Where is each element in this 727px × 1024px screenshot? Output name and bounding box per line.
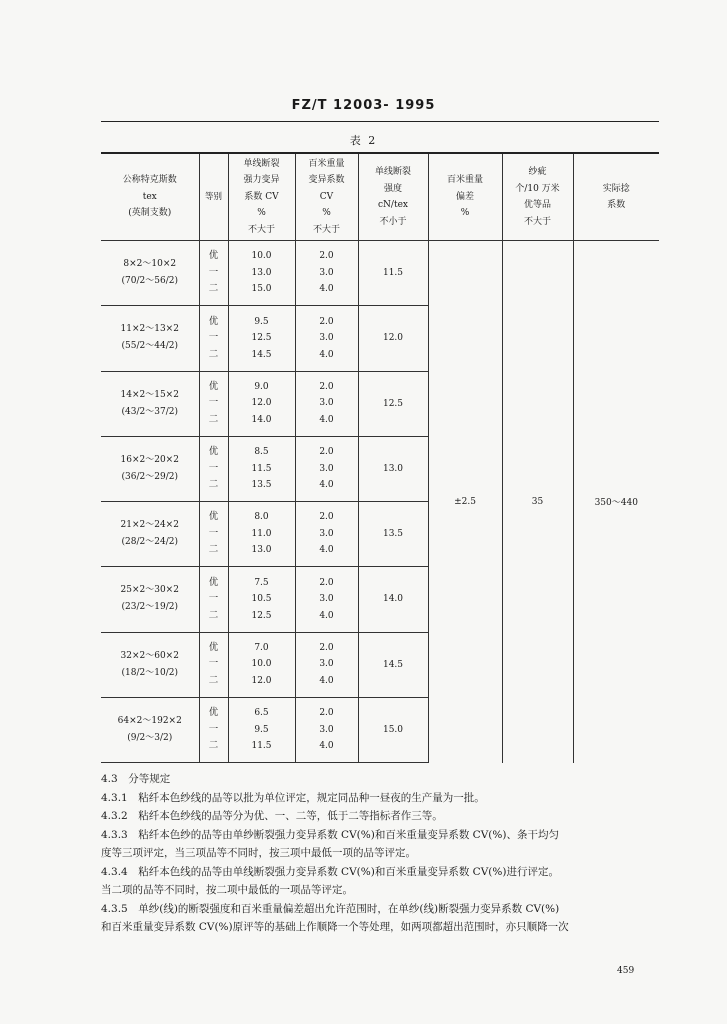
cv-value: 12.5	[251, 610, 272, 621]
spec-tex: 16×2～20×2	[120, 454, 179, 465]
cv-value: 8.5	[254, 447, 269, 458]
grade-label: 二	[208, 479, 219, 491]
header-text: 个/10 万米	[515, 183, 560, 194]
clause-text: 4.3.3 粘纤本色纱的品等由单纱断裂强力变异系数 CV(%)和百米重量变异系数 CV(%)、条干均匀	[101, 828, 559, 841]
header-text: 不大于	[523, 216, 551, 227]
grade-cell	[199, 632, 228, 697]
spec-tex: 14×2～15×2	[120, 389, 179, 400]
spec-tex: 25×2～30×2	[120, 585, 179, 596]
header-grade	[199, 153, 228, 241]
spec-english: (55/2～44/2)	[121, 341, 178, 352]
cvw-value: 2.0	[319, 708, 334, 719]
cvw-value: 2.0	[319, 447, 334, 458]
grade-cell	[199, 567, 228, 632]
header-spec	[101, 153, 199, 241]
header-text: cN/tex	[378, 200, 408, 210]
cvw-value: 4.0	[319, 741, 334, 752]
cvw-value: 4.0	[319, 675, 334, 686]
cv-single-cell	[228, 502, 295, 567]
header-text: CV	[319, 191, 334, 202]
header-spec-lines	[101, 172, 199, 222]
spec-english: (18/2～10/2)	[121, 667, 178, 678]
cv-weight-cell	[295, 567, 358, 632]
grade-label: 优	[208, 576, 219, 588]
cv-value: 12.0	[251, 675, 272, 686]
grade-label: 优	[208, 511, 219, 523]
tenacity-cell: 12.5	[358, 371, 428, 436]
grade-label: 二	[208, 609, 219, 621]
cvw-value: 4.0	[319, 414, 334, 425]
spec-english: (70/2～56/2)	[121, 276, 178, 287]
cv-single-cell	[228, 371, 295, 436]
spec-english: (28/2～24/2)	[121, 537, 178, 548]
header-text: %	[257, 208, 266, 219]
grade-label: 一	[208, 593, 219, 605]
grade-label: 二	[208, 283, 219, 295]
cv-value: 9.5	[254, 316, 269, 327]
tenacity-cell: 15.0	[358, 697, 428, 762]
cvw-value: 4.0	[319, 545, 334, 556]
header-deviation	[428, 153, 502, 241]
header-twist	[573, 153, 659, 241]
spec-tex: 8×2～10×2	[123, 259, 177, 270]
header-text: 公称特克斯数	[122, 175, 177, 186]
cv-value: 13.5	[251, 480, 272, 491]
grade-label: 二	[208, 674, 219, 686]
spec-english: (43/2～37/2)	[121, 406, 178, 417]
header-neps	[502, 153, 573, 241]
cv-value: 9.5	[254, 724, 269, 735]
grade-cell	[199, 502, 228, 567]
cv-value: 7.0	[254, 642, 269, 653]
header-text: 纱疵	[528, 167, 547, 177]
page-number: 459	[617, 966, 635, 976]
header-text: 偏差	[455, 191, 474, 202]
header-text: %	[322, 208, 331, 219]
spec-tex: 21×2～24×2	[120, 520, 179, 531]
grade-label: 二	[208, 544, 219, 556]
document-code: FZ/T 12003- 1995	[291, 98, 436, 113]
clause-text: 当二项的品等不同时，按二项中最低的一项品等评定。	[101, 884, 353, 896]
spec-tex: 11×2～13×2	[120, 324, 179, 335]
cv-value: 13.0	[251, 545, 272, 556]
spec-cell	[101, 632, 199, 697]
clause-text: 度等三项评定，当三项品等不同时，按三项中最低一项的品等评定。	[101, 847, 416, 859]
cv-single-cell	[228, 306, 295, 371]
cv-weight-cell	[295, 436, 358, 501]
cv-value: 12.0	[251, 398, 272, 409]
header-text: tex	[142, 191, 157, 202]
tenacity-cell: 13.0	[358, 436, 428, 501]
spec-cell	[101, 306, 199, 371]
header-cv-single	[228, 153, 295, 241]
cv-weight-cell	[295, 502, 358, 567]
tenacity-cell: 14.0	[358, 567, 428, 632]
grade-label: 一	[208, 397, 219, 409]
cvw-value: 4.0	[319, 349, 334, 360]
cv-single-cell	[228, 632, 295, 697]
grade-cell	[199, 697, 228, 762]
header-text: 不大于	[247, 224, 275, 235]
header-text: 系数	[607, 200, 626, 210]
table-title: 表 2	[349, 134, 378, 147]
header-tenacity	[358, 153, 428, 241]
cv-value: 14.0	[251, 414, 272, 425]
cvw-value: 3.0	[319, 267, 334, 278]
cv-single-cell	[228, 697, 295, 762]
spec-cell	[101, 241, 199, 306]
clause-text: 4.3.4 粘纤本色线的品等由单线断裂强力变异系数 CV(%)和百米重量变异系数 CV(%)进行评定。	[101, 865, 559, 878]
cvw-value: 2.0	[319, 316, 334, 327]
spec-table	[101, 152, 659, 763]
cv-value: 11.5	[251, 463, 272, 474]
header-text: 不小于	[379, 216, 407, 227]
spec-english: (9/2～3/2)	[127, 732, 173, 743]
cvw-value: 3.0	[319, 659, 334, 670]
grade-label: 一	[208, 527, 219, 539]
spec-cell	[101, 371, 199, 436]
cvw-value: 4.0	[319, 284, 334, 295]
grade-label: 一	[208, 658, 219, 670]
cv-value: 7.5	[254, 577, 269, 588]
grade-label: 一	[208, 723, 219, 735]
cvw-value: 4.0	[319, 480, 334, 491]
spec-english: (36/2～29/2)	[121, 471, 178, 482]
spec-cell	[101, 502, 199, 567]
grade-label: 优	[208, 446, 219, 458]
spec-cell	[101, 436, 199, 501]
header-text: 变异系数	[308, 175, 345, 186]
tenacity-cell: 12.0	[358, 306, 428, 371]
cv-value: 6.5	[254, 708, 269, 719]
tenacity-cell: 11.5	[358, 241, 428, 306]
header-text: 强度	[383, 183, 402, 194]
spec-tex: 32×2～60×2	[120, 650, 179, 661]
grade-cell	[199, 371, 228, 436]
cv-value: 14.5	[251, 349, 272, 360]
spec-tex: 64×2～192×2	[117, 715, 182, 726]
grade-label: 一	[208, 332, 219, 344]
grade-label: 二	[208, 413, 219, 425]
cv-value: 8.0	[254, 512, 269, 523]
spec-english: (23/2～19/2)	[121, 602, 178, 613]
header-text: 百米重量	[308, 158, 345, 169]
tenacity-cell: 13.5	[358, 502, 428, 567]
grade-label: 优	[208, 380, 219, 392]
tenacity-cell: 14.5	[358, 632, 428, 697]
cv-value: 13.0	[251, 267, 272, 278]
cvw-value: 3.0	[319, 528, 334, 539]
cvw-value: 3.0	[319, 333, 334, 344]
spec-cell	[101, 697, 199, 762]
cvw-value: 2.0	[319, 381, 334, 392]
cvw-value: 2.0	[319, 642, 334, 653]
clause-text: 4.3.5 单纱(线)的断裂强度和百米重量偏差超出允许范围时，在单纱(线)断裂强力变异系数 CV(%)	[101, 902, 560, 915]
cv-weight-cell	[295, 306, 358, 371]
cv-value: 11.0	[251, 528, 272, 539]
clause-text: 4.3.2 粘纤本色纱线的品等分为优、一、二等，低于二等指标者作三等。	[101, 810, 443, 822]
grade-cell	[199, 436, 228, 501]
header-text: 百米重量	[446, 175, 483, 186]
cvw-value: 2.0	[319, 512, 334, 523]
header-text: (英制支数)	[128, 208, 172, 219]
header-rule	[101, 121, 659, 122]
grade-label: 优	[208, 707, 219, 719]
cvw-value: 4.0	[319, 610, 334, 621]
header-text: 优等品	[523, 200, 551, 210]
grading-notes	[101, 770, 665, 937]
cv-value: 15.0	[251, 284, 272, 295]
cvw-value: 3.0	[319, 463, 334, 474]
cv-weight-cell	[295, 632, 358, 697]
grade-label: 二	[208, 348, 219, 360]
header-text: 系数 CV	[244, 191, 279, 202]
cvw-value: 2.0	[319, 577, 334, 588]
cv-value: 9.0	[254, 381, 269, 392]
grade-label: 一	[208, 266, 219, 278]
neps-cell: 35	[502, 241, 573, 763]
cv-single-cell	[228, 241, 295, 306]
grade-label: 二	[208, 740, 219, 752]
cv-single-cell	[228, 436, 295, 501]
table-row	[101, 241, 659, 306]
cv-value: 10.0	[251, 251, 272, 262]
cv-weight-cell	[295, 371, 358, 436]
cvw-value: 3.0	[319, 594, 334, 605]
cv-single-cell	[228, 567, 295, 632]
cvw-value: 2.0	[319, 251, 334, 262]
cv-value: 12.5	[251, 333, 272, 344]
header-text: 等别	[204, 191, 222, 202]
clause-text: 和百米重量变异系数 CV(%)原评等的基础上作顺降一个等处理，如两项都超出范围时，亦只顺降一次	[101, 921, 569, 933]
header-text: %	[460, 208, 470, 219]
cv-value: 10.0	[251, 659, 272, 670]
cvw-value: 3.0	[319, 398, 334, 409]
grade-label: 优	[208, 250, 219, 262]
spec-cell	[101, 567, 199, 632]
grade-cell	[199, 306, 228, 371]
grade-label: 优	[208, 641, 219, 653]
clause-text: 4.3.1 粘纤本色纱线的品等以批为单位评定，规定同品种一昼夜的生产量为一批。	[101, 791, 485, 804]
grade-label: 优	[208, 315, 219, 327]
twist-cell: 350～440	[573, 241, 659, 763]
cv-weight-cell	[295, 697, 358, 762]
header-cv-weight	[295, 153, 358, 241]
cv-value: 11.5	[251, 741, 272, 752]
header-text: 不大于	[312, 224, 340, 235]
section-heading: 4.3 分等规定	[101, 773, 171, 785]
cv-value: 10.5	[251, 594, 272, 605]
grade-label: 一	[208, 462, 219, 474]
cvw-value: 3.0	[319, 724, 334, 735]
deviation-cell: ±2.5	[428, 241, 502, 763]
header-text: 单线断裂	[243, 158, 280, 169]
header-text: 强力变异	[243, 175, 280, 186]
header-text: 实际捻	[602, 183, 630, 194]
grade-cell	[199, 241, 228, 306]
cv-weight-cell	[295, 241, 358, 306]
header-text: 单线断裂	[374, 167, 411, 177]
